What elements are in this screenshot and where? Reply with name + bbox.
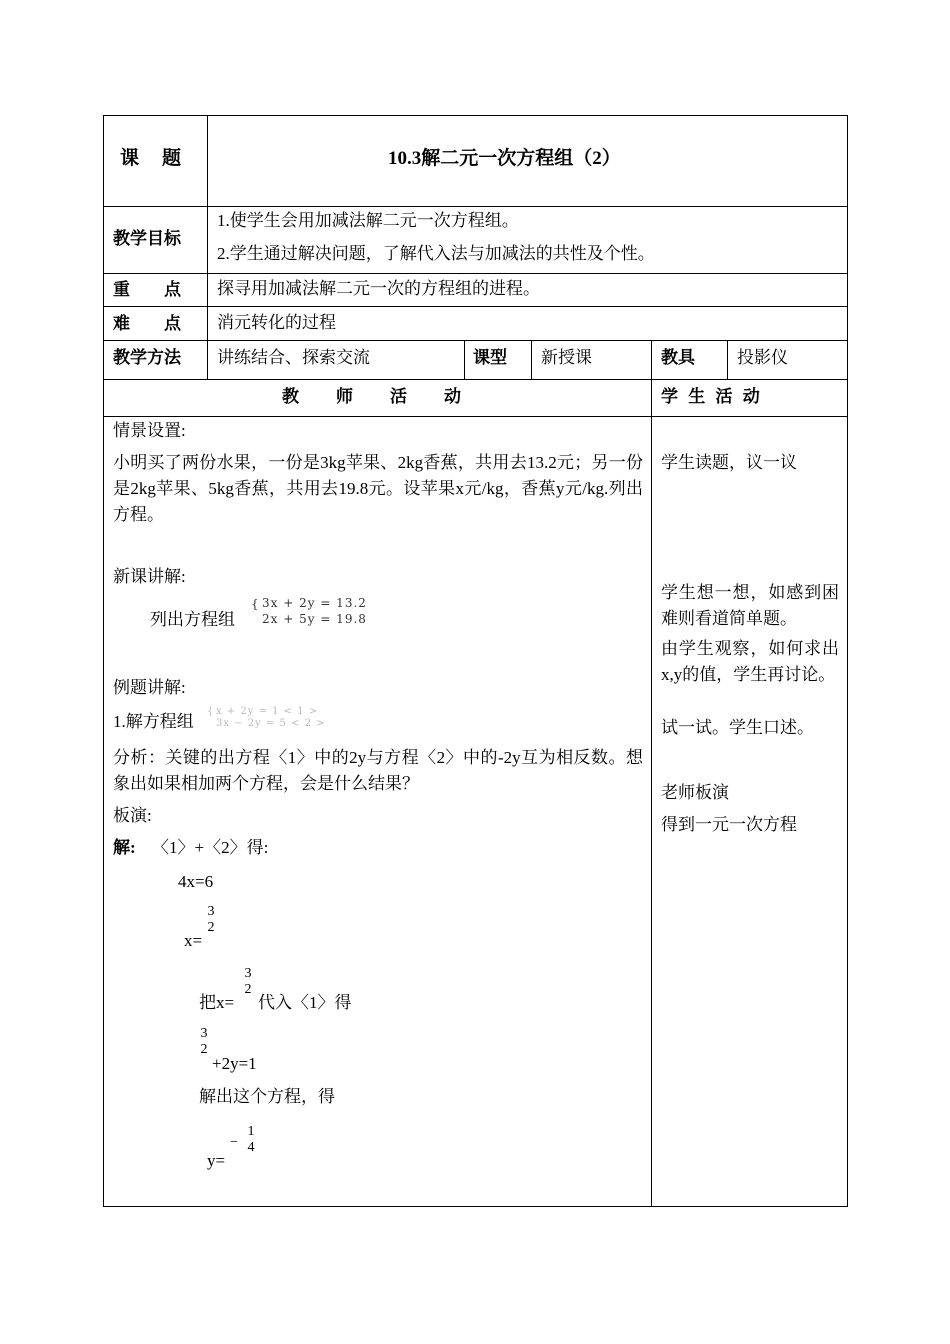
denominator: 4 — [247, 1140, 255, 1155]
plus-2y-eq: +2y=1 — [212, 1054, 257, 1073]
student-note-5: 老师板演 — [661, 783, 729, 802]
fraction-1-over-4 — [245, 1124, 257, 1156]
scene-text: 小明买了两份水果，一份是3kg苹果、2kg香蕉，共用去13.2元；另一份是2kg苹果、5kg香蕉，共用去19.8元。设苹果x元/kg，香蕉y元/kg.列出方程。 — [113, 453, 643, 524]
numerator: 1 — [247, 1124, 255, 1139]
goal-item-2: 2.学生通过解决问题，了解代入法与加减法的共性及个性。 — [217, 244, 655, 263]
denominator: 2 — [244, 982, 252, 997]
scene-title: 情景设置: — [113, 421, 186, 440]
eq-x: x= — [184, 931, 203, 950]
student-note-2: 学生想一想，如感到困难则看道简单题。 — [661, 583, 839, 628]
solve-text: 解出这个方程，得 — [199, 1087, 335, 1106]
method-label: 教学方法 — [113, 348, 181, 367]
lesson-plan-page: 课 题 10.3解二元一次方程组（2） 教学目标 1.使学生会用加减法解二元一次方程组。 2.学生通过解决问题，了解代入法与加减法的共性及个性。 重 点 探寻用加减法解二元一次的方程组的进程。 难 点 消元转化的过程 教学方法 讲练结合、探索交流 课型 新授课 教具 投影仪 教 师 活 动 学 生 活 动 情景设置: 小明买了两份水果，一份是3kg苹果、2kg香蕉，共用去13.2元；另一份是2kg苹果、5kg香蕉，共用去19.8元。设苹果x元/kg，香蕉y元/kg.列出方程。 新课讲解: 列出方程组 { 3x + 2y = 13.2 2x + 5y = 19.8 例题讲解: 1.解方程组 { x + 2y = 1 < 1 > 3x − 2y = 5 < 2 > 分析：关键的出方程〈1〉中的2y与方程〈2〉中的-2y互为相反数。想象出如果相加两个方程，会是什么结果？ 板演: 解: 〈1〉+〈2〉得: 4x=6 x= 3 2 把x= 3 2 代入〈1〉得 3 2 +2y=1 解出这个方程，得 y= − 1 4 学生读题，议一议 学生想一想，如感到困难则看道简单题。 由学生观察，如何求出x,y的值，学生再讨论。 试一试。学生口述。 老师板演 得到一元一次方程 — [0, 0, 950, 1344]
goals-label: 教学目标 — [113, 229, 181, 248]
fraction-3-over-2 — [205, 904, 217, 936]
solution-label: 解: — [113, 838, 136, 857]
goal-item-1: 1.使学生会用加减法解二元一次方程组。 — [217, 211, 519, 230]
topic-label: 课 题 — [120, 148, 184, 169]
analysis-text: 分析：关键的出方程〈1〉中的2y与方程〈2〉中的-2y互为相反数。想象出如果相加两个方程，会是什么结果？ — [113, 748, 643, 793]
numerator: 3 — [200, 1026, 208, 1041]
system2-eq2: 3x − 2y = 5 < 2 > — [216, 718, 326, 729]
student-note-4: 试一试。学生口述。 — [661, 718, 814, 737]
fraction-3-over-2-b — [242, 966, 254, 998]
lesson-type-value: 新授课 — [541, 348, 592, 367]
substitute-prefix: 把x= — [199, 993, 235, 1012]
eq-4x: 4x=6 — [178, 872, 214, 891]
student-column-header: 学 生 活 动 — [661, 387, 763, 406]
student-note-6: 得到一元一次方程 — [661, 815, 797, 834]
denominator: 2 — [207, 920, 215, 935]
difficulty-value: 消元转化的过程 — [217, 313, 336, 332]
system2-eq1: x + 2y = 1 < 1 > — [216, 706, 319, 717]
tools-label: 教具 — [661, 348, 695, 367]
list-system-label: 列出方程组 — [150, 610, 235, 629]
board-title: 板演: — [113, 806, 152, 825]
negative-sign: − — [230, 1135, 238, 1150]
numerator: 3 — [207, 904, 215, 919]
key-value: 探寻用加减法解二元一次的方程组的进程。 — [217, 279, 540, 298]
denominator: 2 — [200, 1042, 208, 1057]
tools-value: 投影仪 — [737, 348, 788, 367]
method-value: 讲练结合、探索交流 — [217, 348, 370, 367]
new-lesson-title: 新课讲解: — [113, 567, 186, 586]
key-label: 重 点 — [113, 280, 181, 299]
teacher-column-header: 教 师 活 动 — [282, 387, 462, 406]
lesson-type-label: 课型 — [473, 348, 507, 367]
substitute-suffix: 代入〈1〉得 — [258, 993, 352, 1012]
example1-label: 1.解方程组 — [113, 712, 194, 731]
numerator: 3 — [244, 966, 252, 981]
difficulty-label: 难 点 — [113, 314, 181, 333]
example-title: 例题讲解: — [113, 678, 186, 697]
system1-eq1: 3x + 2y = 13.2 — [262, 596, 367, 610]
topic-title: 10.3解二元一次方程组（2） — [388, 148, 621, 169]
system1-eq2: 2x + 5y = 19.8 — [262, 612, 367, 626]
solution-step1: 〈1〉+〈2〉得: — [152, 838, 269, 857]
eq-y: y= — [207, 1151, 226, 1170]
student-note-1: 学生读题，议一议 — [661, 453, 797, 472]
fraction-3-over-2-c — [198, 1026, 210, 1058]
student-note-3: 由学生观察，如何求出x,y的值，学生再讨论。 — [661, 639, 839, 684]
